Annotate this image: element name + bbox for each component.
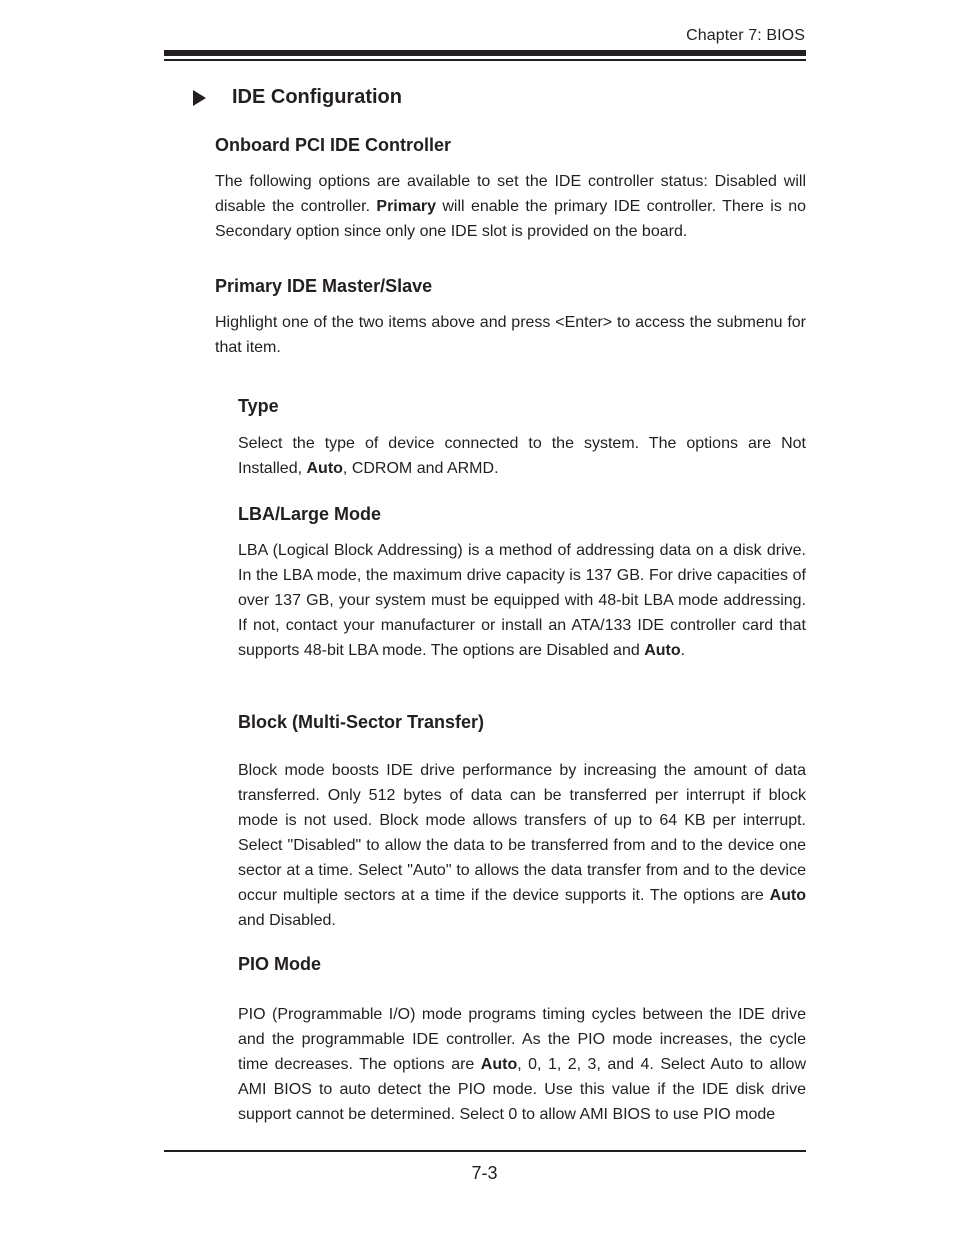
section-title — [193, 86, 402, 109]
text-run: , CDROM and ARMD. — [342, 460, 499, 477]
chapter-label: Chapter 7: BIOS — [686, 27, 805, 44]
page-number: 7-3 — [471, 1163, 498, 1183]
bold-run: Auto — [306, 460, 343, 477]
paragraph-block-mode — [238, 758, 806, 933]
footer-rule — [164, 1150, 806, 1152]
paragraph-pio-mode — [238, 1002, 806, 1127]
header-rule-thin — [164, 59, 806, 61]
heading-onboard-pci-ide: Onboard PCI IDE Controller — [215, 135, 452, 155]
section-title-text: IDE Configuration — [232, 86, 402, 108]
text-run: PIO (Programmable I/O) mode programs timing cycles between the IDE drive and the programmable IDE controller. As the PIO mode increases, the cycle time decreases. The options are — [238, 1006, 806, 1073]
paragraph-onboard-pci-ide — [215, 169, 806, 244]
paragraph-type — [238, 431, 806, 481]
heading-type: Type — [238, 396, 279, 416]
heading-block-mode: Block (Multi-Sector Transfer) — [238, 712, 485, 732]
heading-lba-large-mode: LBA/Large Mode — [238, 504, 382, 524]
bold-run: Primary — [376, 198, 436, 215]
text-run: and Disabled. — [238, 912, 336, 929]
text-run: Select the type of device connected to the system. The options are Not Installed, — [238, 435, 806, 477]
paragraph-lba-large-mode — [238, 538, 806, 663]
heading-pio-mode: PIO Mode — [238, 954, 322, 974]
header-rule-thick — [164, 50, 806, 56]
triangle-right-icon — [193, 90, 206, 106]
bold-run: Auto — [769, 887, 806, 904]
text-run: , 0, 1, 2, 3, and 4. Select Auto to allow AMI BIOS to auto detect the PIO mode. Use this value if the IDE disk drive support cannot be determined. Select 0 to allow AMI BIOS to use PIO mode — [238, 1056, 806, 1123]
text-run: The following options are available to set the IDE controller status: Disabled will disable the controller. — [215, 173, 806, 215]
bold-run: Auto — [480, 1056, 518, 1073]
bold-run: Auto — [644, 642, 681, 659]
text-run: will enable the primary IDE controller. There is no Secondary option since only one IDE slot is provided on the board. — [215, 198, 807, 240]
text-run: LBA (Logical Block Addressing) is a method of addressing data on a disk drive. In the LBA mode, the maximum drive capacity is 137 GB. For drive capacities of over 137 GB, your system must be equipped with 48-bit LBA mode addressing. If not, contact your manufacturer or install an ATA/133 IDE controller card that supports 48-bit LBA mode. The options are Disabled and — [238, 542, 806, 659]
paragraph-primary-ide: Highlight one of the two items above and press <Enter> to access the submenu for that item. — [215, 314, 806, 356]
text-run: Block mode boosts IDE drive performance by increasing the amount of data transferred. Only 512 bytes of data can be transferred per interrupt if block mode is not used. Block mode allows transfers of up to 64 KB per interrupt. Select "Disabled" to allow the data to be transferred from and to the device one sector at a time. Select "Auto" to allows the data transfer from and to the device occur multiple sectors at a time if the device supports it. The options are — [238, 762, 806, 904]
heading-primary-ide: Primary IDE Master/Slave — [215, 276, 433, 296]
text-run: . — [680, 642, 686, 659]
